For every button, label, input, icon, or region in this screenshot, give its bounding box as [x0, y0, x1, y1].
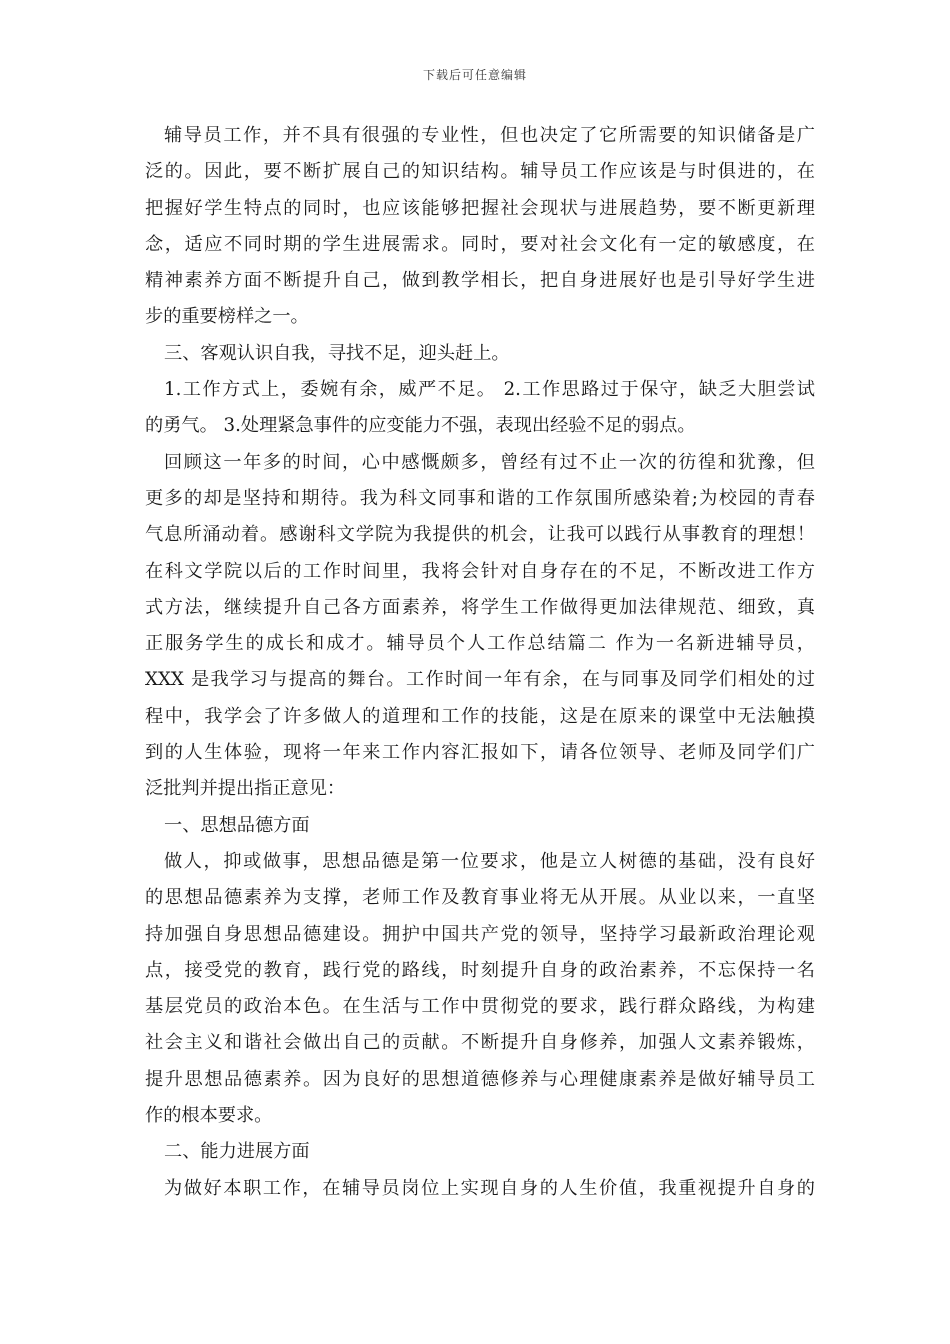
text-line: 在科文学院以后的工作时间里，我将会针对自身存在的不足，不断改进工作方 — [145, 560, 815, 582]
text-line: 正服务学生的成长和成才。辅导员个人工作总结篇二 作为一名新进辅导员， — [145, 633, 815, 655]
text-line: 泛批判并提出指正意见： — [145, 778, 346, 800]
text-line: XXX 是我学习与提高的舞台。工作时间一年有余，在与同事及同学们相处的过 — [145, 669, 815, 691]
text-line: 气息所涌动着。感谢科文学院为我提供的机会，让我可以践行从事教育的理想！ — [145, 524, 815, 546]
text-line: 1.工作方式上，委婉有余，威严不足。 2.工作思路过于保守，缺乏大胆尝试 — [164, 379, 815, 401]
text-line: 持加强自身思想品德建设。拥护中国共产党的领导，坚持学习最新政治理论观 — [145, 923, 815, 945]
text-line: 作的根本要求。 — [145, 1105, 273, 1127]
text-line: 二、能力进展方面 — [164, 1141, 310, 1163]
text-line: 把握好学生特点的同时，也应该能够把握社会现状与进展趋势，要不断更新理 — [145, 197, 815, 219]
text-line: 提升思想品德素养。因为良好的思想道德修养与心理健康素养是做好辅导员工 — [145, 1068, 815, 1090]
text-line: 念，适应不同时期的学生进展需求。同时，要对社会文化有一定的敏感度，在 — [145, 233, 815, 255]
text-line: 泛的。因此，要不断扩展自己的知识结构。辅导员工作应该是与时俱进的，在 — [145, 161, 815, 183]
text-line: 点，接受党的教育，践行党的路线，时刻提升自身的政治素养，不忘保持一名 — [145, 959, 815, 981]
document-body — [145, 118, 815, 1207]
text-line: 做人，抑或做事，思想品德是第一位要求，他是立人树德的基础，没有良好 — [164, 850, 815, 872]
text-line: 三、客观认识自我，寻找不足，迎头赶上。 — [164, 342, 510, 364]
text-line: 社会主义和谐社会做出自己的贡献。不断提升自身修养，加强人文素养锻炼， — [145, 1032, 815, 1054]
text-line: 更多的却是坚持和期待。我为科文同事和谐的工作氛围所感染着;为校园的青春 — [145, 487, 815, 509]
text-line: 一、思想品德方面 — [164, 814, 310, 836]
text-line: 步的重要榜样之一。 — [145, 306, 309, 328]
text-line: 精神素养方面不断提升自己，做到教学相长，把自身进展好也是引导好学生进 — [145, 270, 815, 292]
text-line: 的思想品德素养为支撑，老师工作及教育事业将无从开展。从业以来，一直坚 — [145, 887, 815, 909]
page-header: 下载后可任意编辑 — [422, 68, 527, 82]
text-line: 为做好本职工作，在辅导员岗位上实现自身的人生价值，我重视提升自身的 — [164, 1177, 815, 1199]
text-line: 到的人生体验，现将一年来工作内容汇报如下，请各位领导、老师及同学们广 — [145, 742, 815, 764]
text-line: 辅导员工作，并不具有很强的专业性，但也决定了它所需要的知识储备是广 — [164, 125, 815, 146]
text-line: 式方法，继续提升自己各方面素养，将学生工作做得更加法律规范、细致，真 — [145, 596, 815, 618]
text-line: 的勇气。 3.处理紧急事件的应变能力不强，表现出经验不足的弱点。 — [145, 415, 696, 437]
text-line: 基层党员的政治本色。在生活与工作中贯彻党的要求，践行群众路线，为构建 — [145, 996, 815, 1018]
text-line: 程中，我学会了许多做人的道理和工作的技能，这是在原来的课堂中无法触摸 — [145, 705, 815, 727]
text-line: 回顾这一年多的时间，心中感慨颇多，曾经有过不止一次的彷徨和犹豫，但 — [164, 451, 815, 473]
